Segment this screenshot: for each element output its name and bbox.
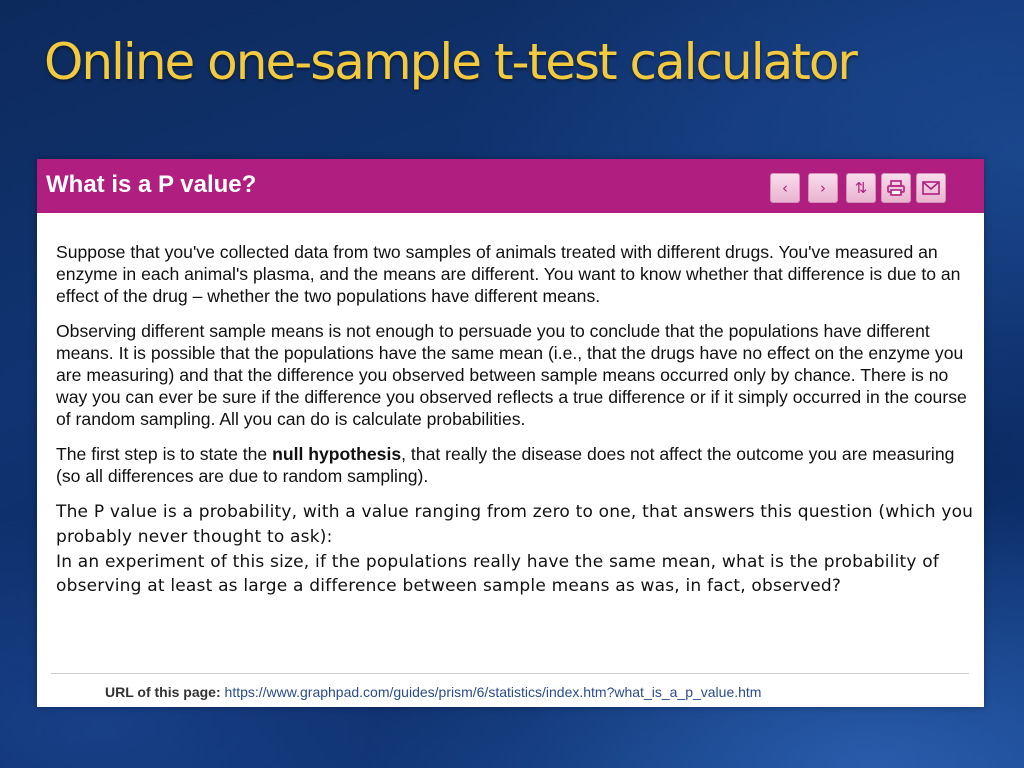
help-page-panel bbox=[37, 159, 984, 707]
chevron-right-icon: › bbox=[820, 179, 826, 197]
paragraph-null-hypothesis bbox=[56, 443, 976, 487]
printer-icon bbox=[887, 180, 905, 196]
paragraph-sample-means: Observing different sample means is not enough to persuade you to conclude that the populations have different means. It is possible that the populations have the same mean (i.e., that the drugs have no effect on the enzyme you are measuring) and that the difference you observed between sample means occurred only by chance. There is no way you can ever be sure if the difference you observed reflects a true difference or if it simply occurred in the course of random sampling. All you can do is calculate probabilities. bbox=[56, 321, 967, 429]
envelope-icon bbox=[922, 181, 940, 195]
panel-header bbox=[37, 159, 984, 213]
footer-divider bbox=[51, 673, 969, 674]
page-heading: What is a P value? bbox=[46, 171, 257, 198]
null-hypothesis-term: null hypothesis bbox=[272, 444, 402, 464]
sync-toc-button[interactable] bbox=[846, 173, 876, 203]
question-quote: In an experiment of this size, if the populations really have the same mean, what is the probability of observing at least as large a difference between sample means as was, in fact, observed? bbox=[56, 552, 940, 596]
up-down-arrows-icon: ⇅ bbox=[854, 179, 868, 197]
url-label: URL of this page: bbox=[105, 684, 221, 700]
paragraph-intro: Suppose that you've collected data from two samples of animals treated with different drugs. You've measured an enzyme in each animal's plasma, and the means are different. You want to know whether that difference is due to an effect of the drug – whether the two populations have different means. bbox=[56, 242, 961, 306]
page-url-link[interactable]: https://www.graphpad.com/guides/prism/6/statistics/index.htm?what_is_a_p_value.htm bbox=[224, 684, 762, 700]
chevron-left-icon: ‹ bbox=[782, 179, 788, 197]
paragraph-p-value-definition: The P value is a probability, with a value ranging from zero to one, that answers this question (which you probably never thought to ask): bbox=[56, 502, 974, 547]
page-content bbox=[56, 241, 976, 611]
null-hypothesis-text-before: The first step is to state the bbox=[56, 444, 273, 464]
print-button[interactable] bbox=[881, 173, 911, 203]
slide-title: Online one-sample t-test calculator bbox=[44, 33, 856, 91]
email-button[interactable] bbox=[916, 173, 946, 203]
null-hypothesis-text-after: , that really the disease does not affect the outcome you are measuring (so all differences are due to random sampling). bbox=[56, 444, 955, 486]
previous-page-button[interactable] bbox=[770, 173, 800, 203]
next-page-button[interactable] bbox=[808, 173, 838, 203]
page-url-footer bbox=[105, 683, 761, 701]
